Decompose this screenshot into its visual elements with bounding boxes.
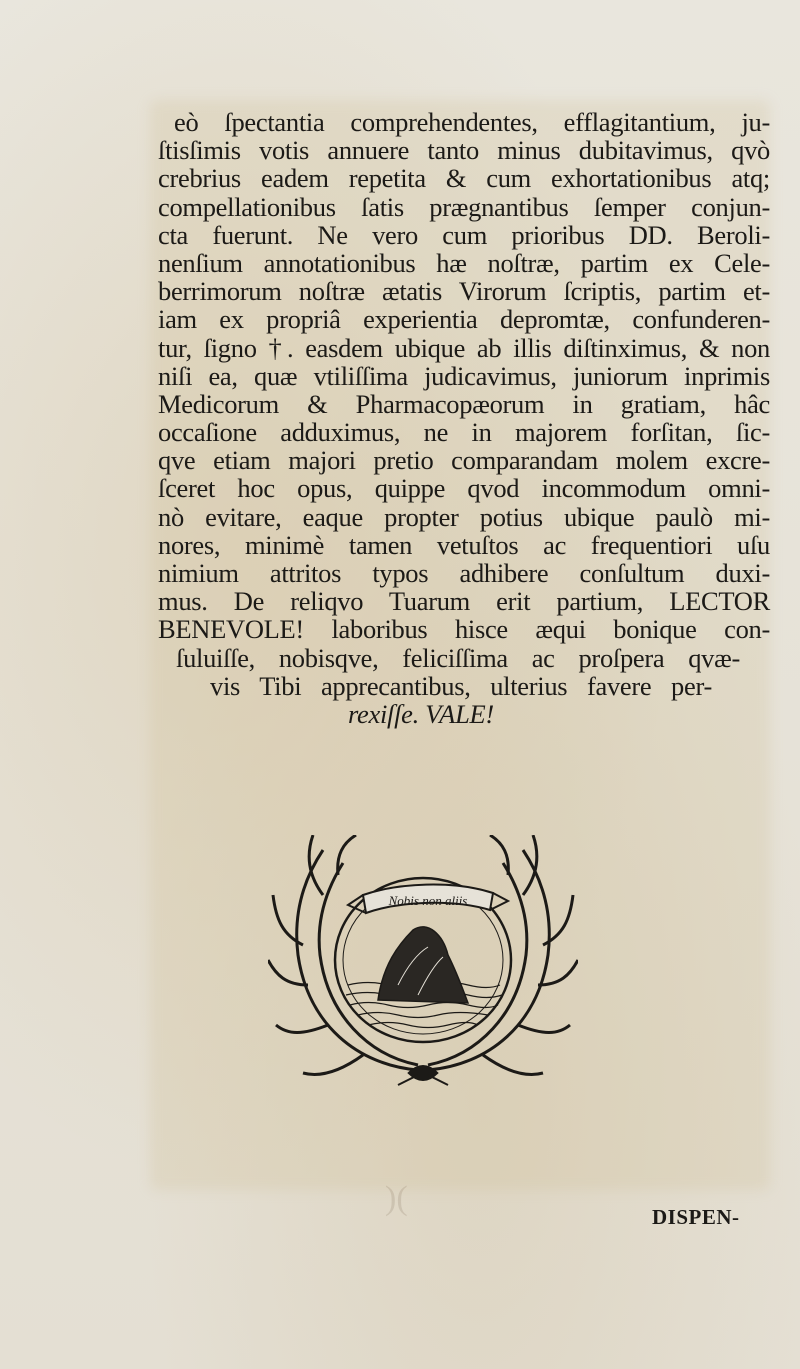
- text-line: nò evitare, eaque propter potius ubique paulò mi-: [158, 501, 770, 532]
- faded-signature-mark: )(: [385, 1180, 408, 1217]
- vale-text: VALE!: [425, 698, 494, 729]
- text-line: nores, minimè tamen vetuſtos ac frequentiori uſu: [158, 529, 770, 560]
- text-line: occaſione adduximus, ne in majorem forſitan, ſic-: [158, 417, 770, 448]
- text-line: berrimorum noſtræ ætatis Virorum ſcriptis, partim et-: [158, 276, 770, 307]
- text-line: vis Tibi apprecantibus, ulterius favere per-: [210, 670, 712, 701]
- text-line: mus. De reliqvo Tuarum erit partium, LECTOR: [158, 586, 770, 617]
- text-line: BENEVOLE! laboribus hisce æqui bonique con-: [158, 614, 770, 645]
- text-line: ſuluiſſe, nobisqve, feliciſſima ac proſpera qvæ-: [176, 642, 740, 673]
- text-line: nenſium annotationibus hæ noſtræ, partim ex Cele-: [158, 247, 770, 278]
- text-line: Medicorum & Pharmacopæorum in gratiam, hâc: [158, 388, 770, 419]
- text-line: ſceret hoc opus, quippe qvod incommodum omni-: [158, 473, 770, 504]
- rock-in-sea-with-wreath-icon: [268, 835, 578, 1085]
- text-line: nimium attritos typos adhibere conſultum duxi-: [158, 558, 770, 588]
- closing-word: rexiſſe.: [348, 698, 419, 729]
- text-line: niſi ea, quæ vtiliſſima judicavimus, juniorum inprimis: [158, 360, 770, 391]
- text-line: crebrius eadem repetita & cum exhortationibus atq;: [158, 163, 770, 194]
- closing-line: [158, 700, 770, 728]
- text-line: tur, ſigno †. easdem ubique ab illis diſtinximus, & non: [158, 332, 770, 363]
- catchword: DISPEN-: [652, 1205, 740, 1229]
- text-line: cta fuerunt. Ne vero cum prioribus DD. Beroli-: [158, 219, 770, 250]
- text-line: iam ex propriâ experientia depromtæ, confunderen-: [158, 304, 770, 335]
- text-line: compellationibus ſatis prægnantibus ſemper conjun-: [158, 191, 770, 222]
- ornament-vignette: [268, 835, 578, 1095]
- body-text: [158, 108, 770, 728]
- banner-text: Nobis non aliis: [388, 893, 468, 908]
- text-line: qve etiam majori pretio comparandam molem excre-: [158, 445, 770, 476]
- text-line: ſtisſimis votis annuere tanto minus dubitavimus, qvò: [158, 135, 770, 166]
- text-line: eò ſpectantia comprehendentes, efflagitantium, ju-: [174, 107, 770, 137]
